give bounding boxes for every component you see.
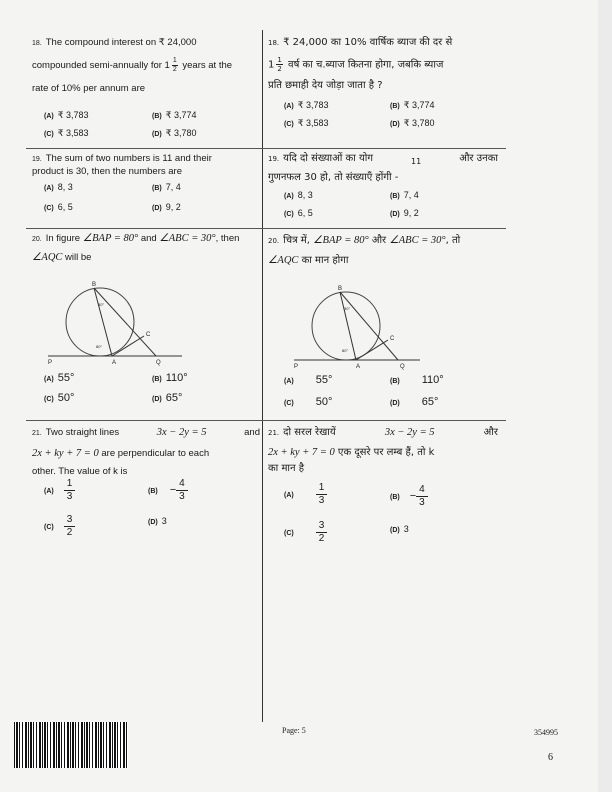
label-q: Q — [156, 360, 161, 366]
q19-line2: product is 30, then the numbers are — [32, 166, 182, 177]
option-a: (A) $\frac{1}{3}$ — [44, 478, 75, 503]
option-d: (D) ₹ 3,780 — [390, 118, 435, 128]
separator — [26, 228, 506, 229]
option-b: (B) 7, 4 — [152, 182, 181, 192]
option-c: (C) 6, 5 — [44, 202, 73, 212]
separator — [26, 148, 506, 149]
label-b: B — [92, 282, 97, 288]
q21-english: 21. Two straight lines 3x − 2y = 5 and 2x + ky + 7 = 0 are perpendicular to each other. The value of k is — [32, 427, 260, 477]
option-d: (D) 3 — [148, 516, 167, 526]
option-a: (A) 55° — [284, 374, 333, 386]
angle-label: 30° — [98, 302, 105, 307]
option-a: (A) 8, 3 — [284, 190, 313, 200]
option-d: (D) 3 — [390, 524, 409, 534]
option-d: (D) 9, 2 — [152, 202, 181, 212]
label-p: P — [294, 364, 299, 370]
q18-line2a: compounded semi-annually for 1 — [32, 60, 170, 72]
separator — [26, 420, 506, 421]
label-a: A — [356, 364, 361, 370]
page-label: Page: 5 — [282, 726, 306, 735]
option-b: (B) 110° — [390, 374, 444, 386]
question-number: 18. — [32, 40, 42, 47]
label-c: C — [390, 336, 395, 342]
q19-line1: The sum of two numbers is 11 and their — [45, 153, 212, 164]
geometry-figure — [44, 280, 184, 366]
option-c: (C) $\frac{3}{2}$ — [44, 514, 75, 539]
q20-hindi: 20. चित्र में, ∠BAP = 80° और ∠ABC = 30°, तो ∠AQC का मान होगा — [268, 235, 461, 266]
option-d: (D) 9, 2 — [390, 208, 419, 218]
label-p: P — [48, 360, 53, 366]
q20-english: 20. In figure ∠BAP = 80° and ∠ABC = 30°, then ∠AQC will be — [32, 233, 240, 263]
angle-label: 80° — [342, 348, 349, 353]
q18-line3: rate of 10% per annum are — [32, 83, 146, 94]
barcode — [14, 722, 128, 768]
option-a: (A) ₹ 3,783 — [44, 110, 89, 120]
option-c: (C) ₹ 3,583 — [44, 128, 89, 138]
q18-line2b: years at the — [179, 60, 233, 72]
geometry-figure — [292, 284, 422, 370]
q19-english: 19. The sum of two numbers is 11 and their product is 30, then the numbers are — [32, 152, 260, 177]
q18-english — [32, 36, 260, 96]
option-b: (B) 110° — [152, 372, 188, 384]
option-b: (B) ₹ 3,774 — [390, 100, 435, 110]
q21-hindi: 21. दो सरल रेखायें 3x − 2y = 5 और 2x + ky + 7 = 0 एक दूसरे पर लम्ब हैं, तो k का मान है — [268, 427, 498, 474]
option-d: (D) 65° — [152, 392, 183, 404]
option-d: (D) ₹ 3,780 — [152, 128, 197, 138]
label-q: Q — [400, 364, 405, 370]
column-divider — [262, 30, 263, 722]
option-d: (D) 65° — [390, 396, 439, 408]
q18-hindi-line3: प्रति छमाही देय जोड़ा जाता है ? — [268, 80, 383, 91]
fraction: $\frac{1}{2}$ — [172, 57, 177, 73]
option-a: (A) $\frac{1}{3}$ — [284, 482, 327, 507]
option-c: (C) ₹ 3,583 — [284, 118, 329, 128]
page-number: 6 — [548, 752, 553, 763]
option-a: (A) 55° — [44, 372, 75, 384]
option-b: (B) ₹ 3,774 — [152, 110, 197, 120]
q18-line1: The compound interest on ₹ 24,000 — [45, 37, 197, 48]
q18-hindi-line2: वर्ष का च.ब्याज कितना होगा, जबकि ब्याज — [284, 59, 444, 71]
q19-hindi: 19. यदि दो संख्याओं का योग 11 और उनका गुणनफल 30 हो, तो संख्याएँ होंगी - — [268, 153, 498, 183]
option-b: (B) − $\frac{4}{3}$ — [390, 484, 428, 509]
option-c: (C) 50° — [284, 396, 333, 408]
q18-hindi-line1: ₹ 24,000 का 10% वार्षिक ब्याज की दर से — [283, 37, 453, 48]
booklet-code: 354995 — [534, 728, 558, 737]
label-c: C — [146, 332, 151, 338]
option-b: (B) 7, 4 — [390, 190, 419, 200]
label-b: B — [338, 286, 343, 292]
option-a: (A) 8, 3 — [44, 182, 73, 192]
option-a: (A) ₹ 3,783 — [284, 100, 329, 110]
option-c: (C) 6, 5 — [284, 208, 313, 218]
q18-hindi: 18. ₹ 24,000 का 10% वार्षिक ब्याज की दर से 1 $\frac{1}{2}$ वर्ष का च.ब्याज कितना होगा, जबकि ब्याज प्रति छमाही देय जोड़ा जाता है ? — [268, 36, 498, 93]
fraction: $\frac{1}{2}$ — [277, 56, 282, 73]
q19-hindi-line2: गुणनफल 30 हो, तो संख्याएँ होंगी - — [268, 172, 399, 183]
angle-label: 80° — [96, 344, 103, 349]
option-c: (C) $\frac{3}{2}$ — [284, 520, 327, 545]
option-c: (C) 50° — [44, 392, 75, 404]
label-a: A — [112, 360, 117, 366]
option-b: (B) − $\frac{4}{3}$ — [148, 478, 188, 503]
angle-label: 30° — [344, 306, 351, 311]
